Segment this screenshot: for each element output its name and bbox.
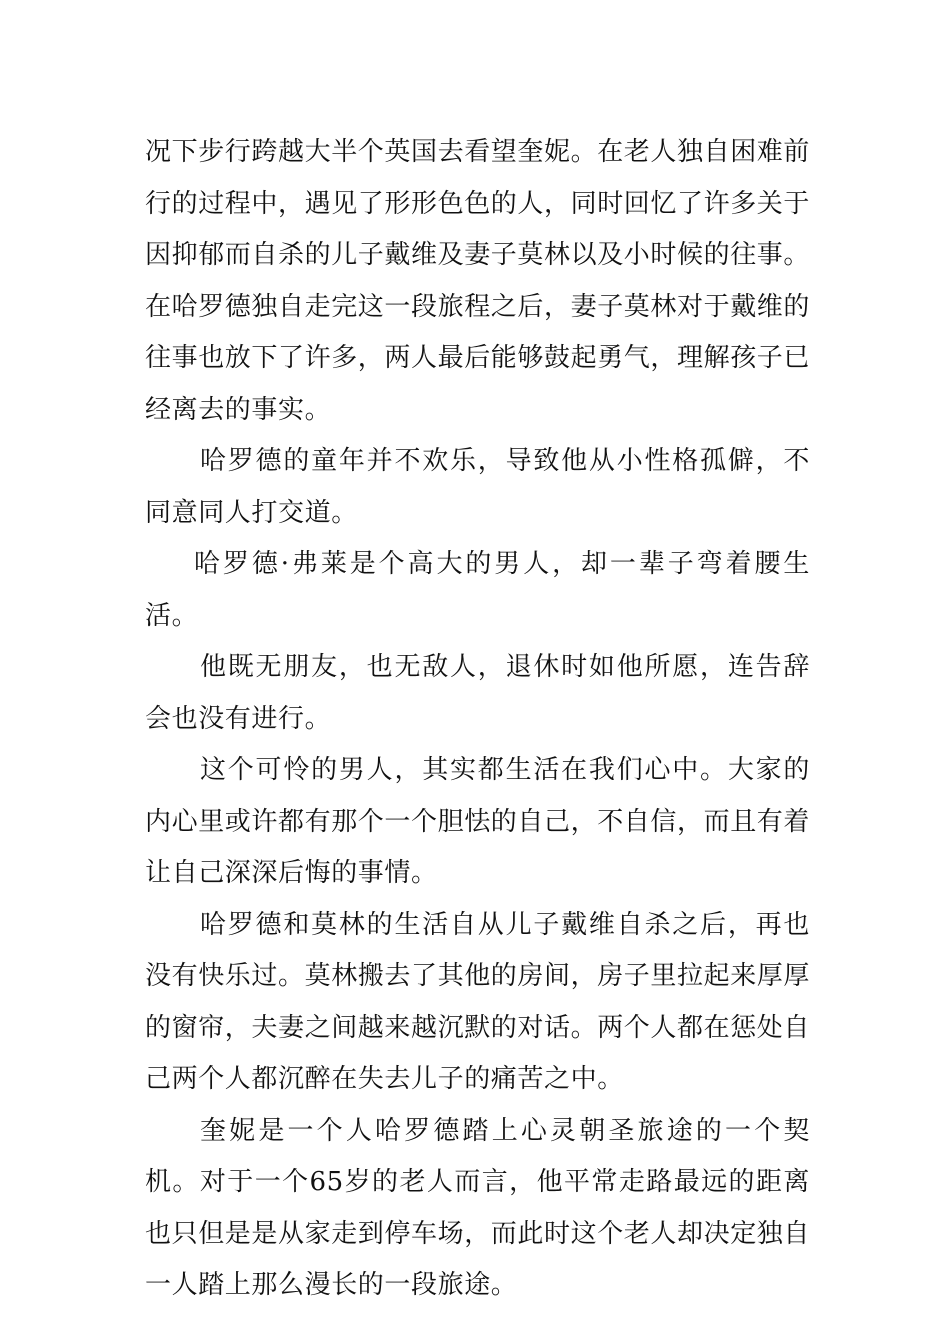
document-body [145, 127, 810, 1312]
paragraph-childhood: 哈罗德的童年并不欢乐，导致他从小性格孤僻，不同意同人打交道。 [145, 446, 810, 528]
paragraph-harold-description: 哈罗德·弗莱是个高大的男人，却一辈子弯着腰生活。 [145, 549, 810, 631]
paragraph-reflection: 这个可怜的男人，其实都生活在我们心中。大家的内心里或许都有那个一个胆怯的自己，不自信，而且有着让自己深深后悔的事情。 [145, 755, 811, 888]
paragraph-queenie: 奎妮是一个人哈罗德踏上心灵朝圣旅途的一个契机。对于一个65岁的老人而言，他平常走路最远的距离也只但是是从家走到停车场，而此时这个老人却决定独自一人踏上那么漫长的一段旅途。 [145, 1115, 811, 1300]
paragraph-retirement: 他既无朋友，也无敌人，退休时如他所愿，连告辞会也没有进行。 [145, 652, 810, 734]
paragraph-continued-summary: 况下步行跨越大半个英国去看望奎妮。在老人独自困难前行的过程中，遇见了形形色色的人，同时回忆了许多关于因抑郁而自杀的儿子戴维及妻子莫林以及小时候的往事。在哈罗德独自走完这一段旅程之后，妻子莫林对于戴维的往事也放下了许多，两人最后能够鼓起勇气，理解孩子已经离去的事实。 [145, 137, 811, 425]
paragraph-marriage: 哈罗德和莫林的生活自从儿子戴维自杀之后，再也没有快乐过。莫林搬去了其他的房间，房子里拉起来厚厚的窗帘，夫妻之间越来越沉默的对话。两个人都在惩处自己两个人都沉醉在失去儿子的痛苦之中。 [145, 909, 811, 1094]
